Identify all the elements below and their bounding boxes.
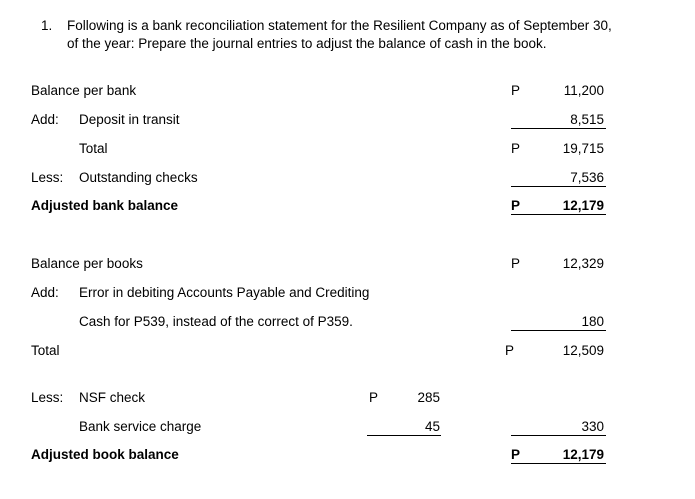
book-total-value: 12,509 [562,343,604,358]
adjusted-bank-balance-currency: P [511,198,521,213]
book-balance-currency: P [511,256,521,271]
deductions-underline [511,435,606,436]
book-total-currency: P [505,343,515,358]
total-deductions-value: 330 [581,419,604,434]
adjusted-book-balance-value: 12,179 [562,447,604,462]
book-error-underline [511,330,606,331]
question-line-2: of the year: Prepare the journal entries to adjust the balance of cash in the book. [67,36,547,51]
bank-total-value: 19,715 [562,141,604,156]
deposit-in-transit-label: Deposit in transit [79,112,180,127]
bank-total-label: Total [79,141,108,156]
bank-service-charge-label: Bank service charge [79,419,202,434]
bank-balance-label: Balance per bank [31,83,137,98]
book-balance-value: 12,329 [562,256,604,271]
deposit-in-transit-value: 8,515 [570,112,604,127]
adjusted-bank-underline [511,214,606,215]
bank-outstanding-underline [511,186,606,187]
error-correction-value: 180 [581,314,604,329]
service-charge-underline [367,435,441,436]
bank-deposit-underline [511,128,606,129]
outstanding-checks-label: Outstanding checks [79,170,198,185]
book-add-label: Add: [31,285,59,300]
book-total-label: Total [31,343,60,358]
outstanding-checks-value: 7,536 [570,170,604,185]
adjusted-book-balance-currency: P [511,447,521,462]
error-description-line-1: Error in debiting Accounts Payable and Crediting [79,285,370,300]
bank-balance-value: 11,200 [563,83,604,98]
adjusted-bank-balance-label: Adjusted bank balance [31,198,179,213]
error-description-line-2: Cash for P539, instead of the correct of P359. [79,314,353,329]
bank-service-charge-value: 45 [424,419,440,434]
book-balance-label: Balance per books [31,256,143,271]
nsf-check-label: NSF check [79,390,146,405]
bank-balance-currency: P [511,83,521,98]
bank-less-label: Less: [31,170,64,185]
nsf-check-currency: P [369,390,379,405]
adjusted-book-balance-label: Adjusted book balance [31,447,179,462]
adjusted-bank-balance-value: 12,179 [562,198,604,213]
nsf-check-value: 285 [417,390,440,405]
question-line-1: Following is a bank reconciliation statement for the Resilient Company as of September 30, [67,18,612,33]
bank-total-currency: P [511,141,521,156]
book-less-label: Less: [31,390,64,405]
question-number: 1. [41,18,53,33]
adjusted-book-underline [511,463,606,464]
bank-add-label: Add: [31,112,59,127]
